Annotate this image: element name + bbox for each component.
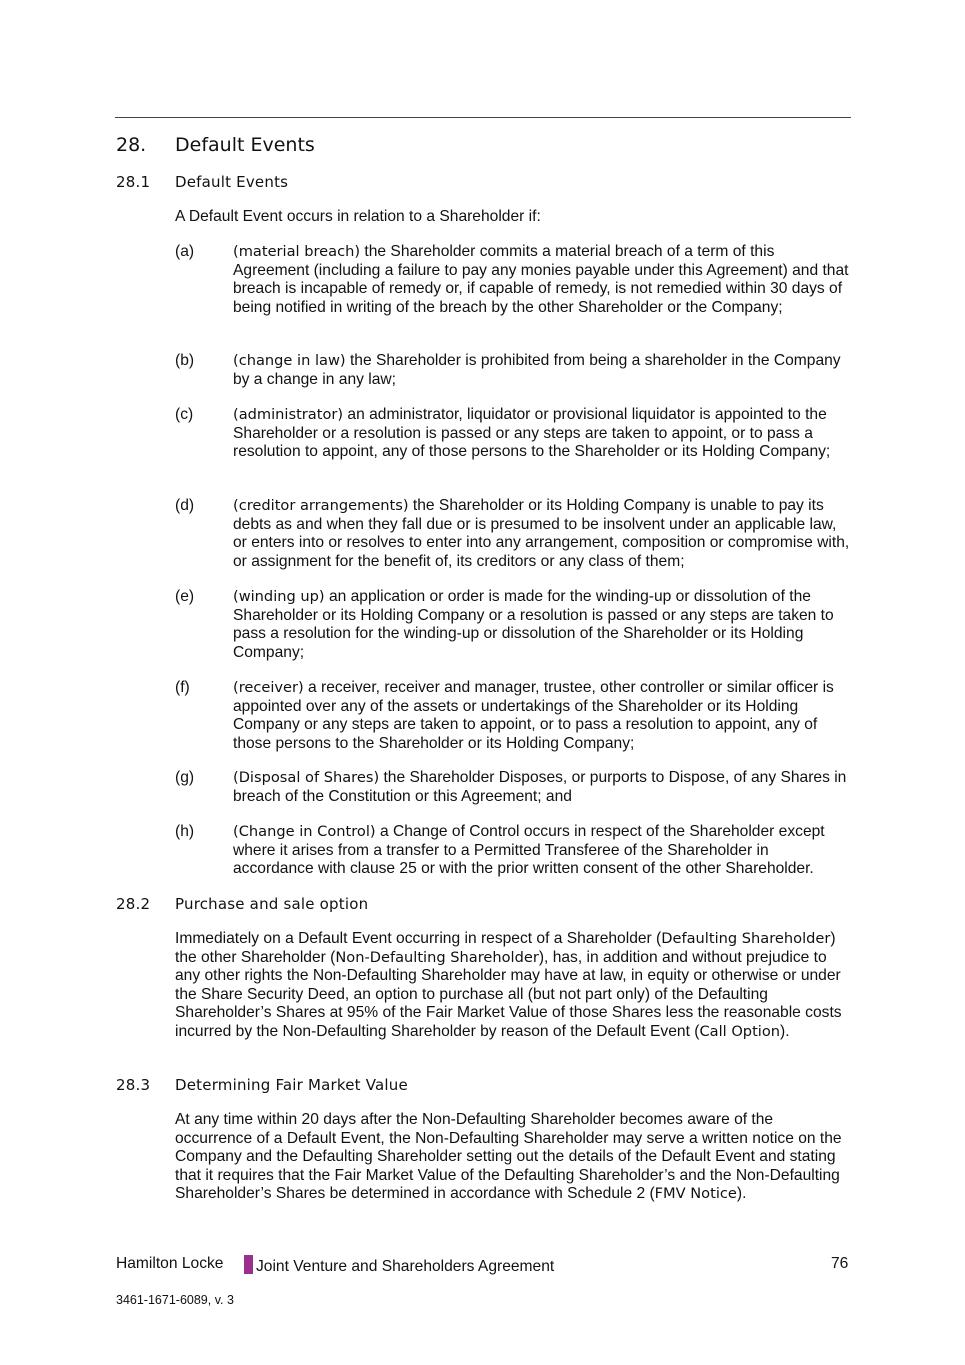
header-rule [115,117,851,118]
clause-title: Purchase and sale option [175,895,369,913]
clause-intro: A Default Event occurs in relation to a Shareholder if: [175,208,541,225]
list-item [233,679,851,753]
item-label: (g) [175,769,195,786]
clause-title: Default Events [175,173,289,191]
document-id: 3461-1671-6089, v. 3 [116,1293,234,1307]
defined-term: Defaulting Shareholder [661,930,831,947]
item-text: an application or order is made for the winding-up or dissolution of the Shareholder or its Holding Company or a resolution is passed or any steps are taken to pass a resolution for the winding-up or dissolution of the Shareholder or its Holding Company; [233,588,834,661]
section-title: Default Events [175,134,315,156]
item-text: a Change of Control occurs in respect of the Shareholder except where it arises from a transfer to a Permitted Transferee of the Shareholder in accordance with clause 25 or with the prior written consent of the other Shareholder. [233,823,825,878]
defined-term: Non-Defaulting Shareholder [335,948,539,966]
defined-term: Call Option [699,1022,781,1040]
item-text: the Shareholder Disposes, or purports to Dispose, of any Shares in breach of the Constitution or this Agreement; and [233,769,847,805]
item-heading: (material breach) [233,243,361,260]
item-label: (b) [175,352,195,369]
footer-accent-bar [244,1255,253,1274]
paragraph-text: ), has, in addition and without prejudice to any other rights the Non-Defaulting Shareholder may have at law, in equity or otherwise or under the Share Security Deed, an option to purchase all (but not part only) of the Defaulting Shareholder’s Shares at 95% of the Fair Market Value of those Shares less the reasonable costs incurred by the Non-Defaulting Shareholder by reason of the Default Event ( [175,948,842,1040]
list-item [233,823,851,879]
item-heading: (receiver) [233,679,304,696]
clause-paragraph [175,930,851,1042]
clause-number: 28.1 [116,173,151,191]
item-text: the Shareholder commits a material breach of a term of this Agreement (including a failure to pay any monies payable under this Agreement) and that breach is incapable of remedy or, if capable of remedy, is not remedied within 30 days of being notified in writing of the breach by the other Shareholder or the Company; [233,243,849,316]
item-label: (d) [175,497,195,514]
item-heading: (creditor arrangements) [233,497,409,514]
list-item [233,588,851,662]
paragraph-text: ) the other Shareholder ( [175,930,836,966]
clause-number: 28.2 [116,895,151,913]
list-item [233,406,851,462]
clause-number: 28.3 [116,1076,151,1094]
item-heading: (change in law) [233,352,346,369]
list-item [233,769,851,806]
list-item [233,243,851,317]
defined-term: FMV Notice [654,1185,737,1203]
paragraph-text: ). [780,1022,790,1040]
item-text: an administrator, liquidator or provisional liquidator is appointed to the Shareholder or a resolution is passed or any steps are taken to appoint, or to pass a resolution to appoint, any of those persons to the Shareholder or its Holding Company; [233,406,831,461]
footer-firm: Hamilton Locke [116,1255,224,1272]
section-number: 28. [116,134,147,156]
clause-paragraph [175,1111,851,1204]
list-item [233,352,851,389]
clause-title: Determining Fair Market Value [175,1076,408,1094]
item-label: (e) [175,588,195,605]
footer-doc-title: Joint Venture and Shareholders Agreement [256,1258,555,1275]
item-text: a receiver, receiver and manager, trustee, other controller or similar officer is appointed over any of the assets or undertakings of the Shareholder or its Holding Company or any steps are taken to appoint, or to pass a resolution to appoint, any of those persons to the Shareholder or its Holding Company; [233,679,834,752]
item-label: (f) [175,679,190,696]
paragraph-text: ). [736,1185,747,1203]
item-label: (a) [175,243,195,260]
paragraph-text: Immediately on a Default Event occurring in respect of a Shareholder ( [175,930,662,947]
item-label: (c) [175,406,194,423]
page-number: 76 [831,1255,849,1272]
footer-doc-title-block [244,1255,554,1276]
item-heading: (Disposal of Shares) [233,769,380,786]
list-item [233,497,851,571]
item-heading: (Change in Control) [233,823,376,840]
item-heading: (administrator) [233,406,344,423]
item-text: the Shareholder or its Holding Company is unable to pay its debts as and when they fall due or is presumed to be insolvent under an applicable law, or enters into or resolves to enter into any arrangement, composition or compromise with, or assignment for the benefit of, its creditors or any class of them; [233,497,850,570]
item-label: (h) [175,823,195,840]
item-text: the Shareholder is prohibited from being a shareholder in the Company by a change in any law; [233,352,841,388]
item-heading: (winding up) [233,588,325,605]
paragraph-text: At any time within 20 days after the Non-Defaulting Shareholder becomes aware of the occurrence of a Default Event, the Non-Defaulting Shareholder may serve a written notice on the Company and the Defaulting Shareholder setting out the details of the Default Event and stating that it requires that the Fair Market Value of the Defaulting Shareholder’s and the Non-Defaulting Shareholder’s Shares be determined in accordance with Schedule 2 ( [175,1111,842,1203]
